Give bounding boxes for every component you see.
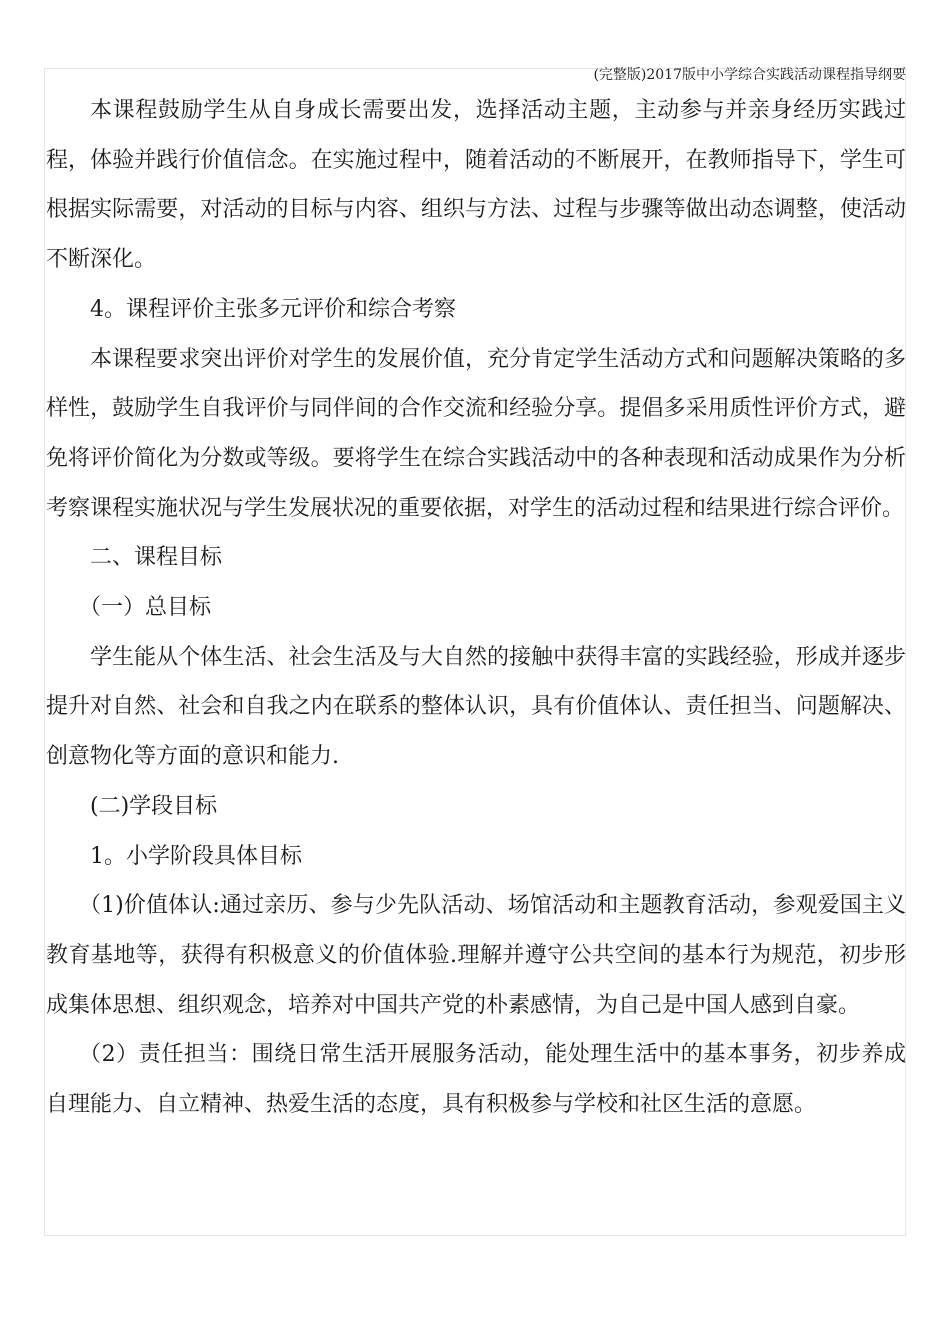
paragraph-overall-goal: 学生能从个体生活、社会生活及与大自然的接触中获得丰富的实践经验，形成并逐步提升对自然、社会和自我之内在联系的整体认识，具有价值体认、责任担当、问题解决、创意物化等方面的意识和能力. (46, 644, 906, 770)
list-item-responsibility: （2）责任担当：围绕日常生活开展服务活动，能处理生活中的基本事务，初步养成自理能力、自立精神、热爱生活的态度，具有积极参与学校和社区生活的意愿。 (46, 1042, 906, 1118)
heading-overall-goal: （一）总目标 (79, 595, 212, 621)
heading-primary-goals: 1。小学阶段具体目标 (90, 843, 302, 869)
list-item-value-recognition: （1)价值体认:通过亲历、参与少先队活动、场馆活动和主题教育活动，参观爱国主义教育基地等，获得有积极意义的价值体验.理解并遵守公共空间的基本行为规范，初步形成集体思想、组织观念，培养对中国共产党的朴素感情，为自己是中国人感到自豪。 (46, 893, 906, 1018)
running-header: (完整版)2017版中小学综合实践活动课程指导纲要 (593, 67, 906, 83)
paragraph-evaluation: 本课程要求突出评价对学生的发展价值，充分肯定学生活动方式和问题解决策略的多样性，鼓励学生自我评价与同伴间的合作交流和经验分享。提倡多采用质性评价方式，避免将评价简化为分数或等级。要将学生在综合实践活动中的各种表现和活动成果作为分析考察课程实施状况与学生发展状况的重要依据，对学生的活动过程和结果进行综合评价。 (46, 346, 906, 521)
section-heading-course-goals: 二、课程目标 (90, 545, 223, 571)
document-body (46, 86, 906, 1130)
paragraph-practice-process: 本课程鼓励学生从自身成长需要出发，选择活动主题，主动参与并亲身经历实践过程，体验并践行价值信念。在实施过程中，随着活动的不断展开，在教师指导下，学生可根据实际需要，对活动的目标与内容、组织与方法、过程与步骤等做出动态调整，使活动不断深化。 (46, 98, 906, 273)
heading-stage-goals: (二)学段目标 (90, 793, 218, 819)
heading-evaluation: 4。课程评价主张多元评价和综合考察 (90, 296, 456, 322)
